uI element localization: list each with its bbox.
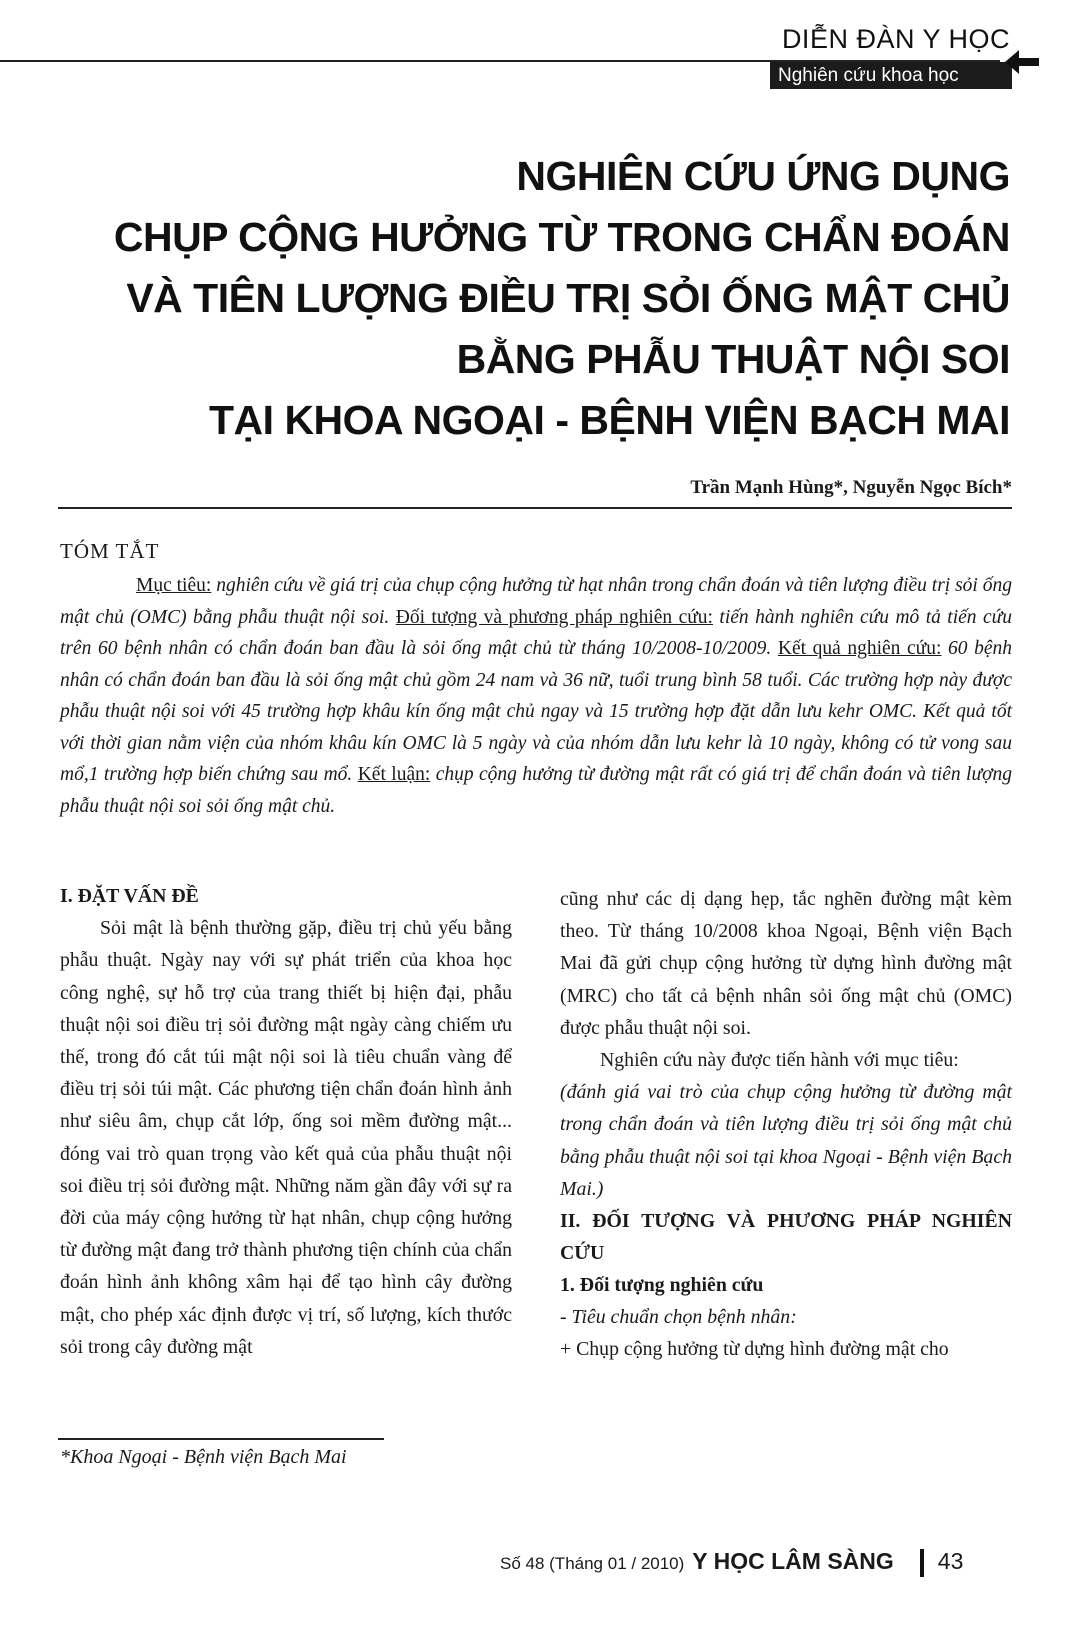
abstract-label-conclusion: Kết luận:: [357, 764, 431, 785]
abstract-conclusion: chụp cộng hưởng từ đường mật rất có giá trị để chẩn đoán và tiên lượng phẫu thuật nội soi sỏi ống mật chủ.: [60, 764, 1012, 817]
arrow-left-icon: [1005, 48, 1039, 76]
abstract-label-results: Kết quả nghiên cứu:: [777, 638, 942, 659]
page-number: 43: [937, 1548, 964, 1574]
list-item: + Chụp cộng hưởng từ dựng hình đường mật cho: [560, 1338, 949, 1361]
divider: [58, 507, 1012, 509]
column-right: [560, 883, 1012, 1366]
abstract-body: [60, 570, 1012, 822]
footnote-rule: [58, 1438, 384, 1440]
paragraph: Sỏi mật là bệnh thường gặp, điều trị chủ yếu bằng phẫu thuật. Ngày nay với sự phát triển của khoa học công nghệ, sự hỗ trợ của trang thiết bị hiện đại, phẫu thuật nội soi điều trị sỏi đường mật ngày càng chiếm ưu thế, trong đó cắt túi mật nội soi là tiêu chuẩn vàng để điều trị sỏi túi mật. Các phương tiện chẩn đoán hình ảnh như siêu âm, chụp cắt lớp, ống soi mềm đường mật... đóng vai trò quan trọng vào kết quả của phẫu thuật nội soi điều trị sỏi đường mật. Những năm gần đây với sự ra đời của máy cộng hưởng từ hạt nhân, chụp cộng hưởng từ đường mật đang trở thành phương tiện chính của chẩn đoán hình ảnh không xâm hại để tạo hình cây đường mật, cho phép xác định được vị trí, số lượng, kích thước sỏi trong cây đường mật: [60, 917, 512, 1358]
paragraph: cũng như các dị dạng hẹp, tắc nghẽn đường mật kèm theo. Từ tháng 10/2008 khoa Ngoại, Bệnh viện Bạch Mai đã gửi chụp cộng hưởng từ dựng hình đường mật (MRC) cho tất cả bệnh nhân sỏi ống mật chủ (OMC) được phẫu thuật nội soi.: [560, 888, 1012, 1039]
abstract-label-objective: Mục tiêu:: [136, 575, 212, 596]
abstract-results: 60 bệnh nhân có chẩn đoán ban đầu là sỏi ống mật chủ gồm 24 nam và 36 nữ, tuổi trung bình 58 tuổi. Các trường hợp này được phẫu thuật nội soi với 45 trường hợp khâu kín ống mật chủ ngay và 15 trường hợp đặt dẫn lưu kehr OMC. Kết quả tốt với thời gian nằm viện của nhóm khâu kín OMC là 5 ngày và của nhóm dẫn lưu kehr là 10 ngày, không có tử vong sau mổ,1 trường hợp biến chứng sau mổ.: [60, 638, 1013, 785]
subsection-heading: 1. Đối tượng nghiên cứu: [560, 1274, 764, 1297]
paragraph-italic: (đánh giá vai trò của chụp cộng hưởng từ đường mật trong chẩn đoán và tiên lượng điều trị sỏi ống mật chủ bằng phẫu thuật nội soi tại khoa Ngoại - Bệnh viện Bạch Mai.): [560, 1081, 1012, 1200]
article-title: [110, 146, 1010, 451]
authors: Trần Mạnh Hùng*, Nguyễn Ngọc Bích*: [690, 477, 1012, 498]
abstract-heading: TÓM TẮT: [60, 539, 160, 563]
paragraph: Nghiên cứu này được tiến hành với mục tiêu:: [600, 1049, 959, 1072]
title-line: VÀ TIÊN LƯỢNG ĐIỀU TRỊ SỎI ỐNG MẬT CHỦ: [126, 275, 1010, 321]
title-line: NGHIÊN CỨU ỨNG DỤNG: [516, 153, 1010, 199]
column-left: [60, 880, 512, 1363]
title-line: TẠI KHOA NGOẠI - BỆNH VIỆN BẠCH MAI: [209, 397, 1010, 443]
title-line: BẰNG PHẪU THUẬT NỘI SOI: [456, 336, 1010, 382]
title-line: CHỤP CỘNG HƯỞNG TỪ TRONG CHẨN ĐOÁN: [113, 214, 1010, 260]
footnote: *Khoa Ngoại - Bệnh viện Bạch Mai: [60, 1446, 347, 1468]
page-footer: [500, 1548, 1010, 1577]
section-badge: Nghiên cứu khoa học: [770, 62, 1012, 89]
abstract-methods: tiến hành nghiên cứu mô tả tiến cứu trên 60 bệnh nhân có chẩn đoán ban đầu là sỏi ống mật chủ từ tháng 10/2008-10/2009.: [60, 606, 1012, 659]
issue-info: Số 48 (Tháng 01 / 2010): [500, 1554, 685, 1573]
section-heading: I. ĐẶT VẤN ĐỀ: [60, 885, 199, 907]
abstract-label-methods: Đối tượng và phương pháp nghiên cứu:: [395, 606, 713, 628]
journal-name: Y HỌC LÂM SÀNG: [692, 1548, 894, 1574]
section-heading: II. ĐỐI TƯỢNG VÀ PHƯƠNG PHÁP NGHIÊN CỨU: [560, 1210, 1012, 1265]
abstract-objective: nghiên cứu về giá trị của chụp cộng hưởng từ hạt nhân trong chẩn đoán và tiên lượng điều trị sỏi ống mật chủ (OMC) bằng phẫu thuật nội soi.: [60, 575, 1012, 628]
footer-separator: [920, 1549, 924, 1577]
criteria-label: - Tiêu chuẩn chọn bệnh nhân:: [560, 1306, 797, 1329]
section-title: DIỄN ĐÀN Y HỌC: [781, 24, 1010, 54]
